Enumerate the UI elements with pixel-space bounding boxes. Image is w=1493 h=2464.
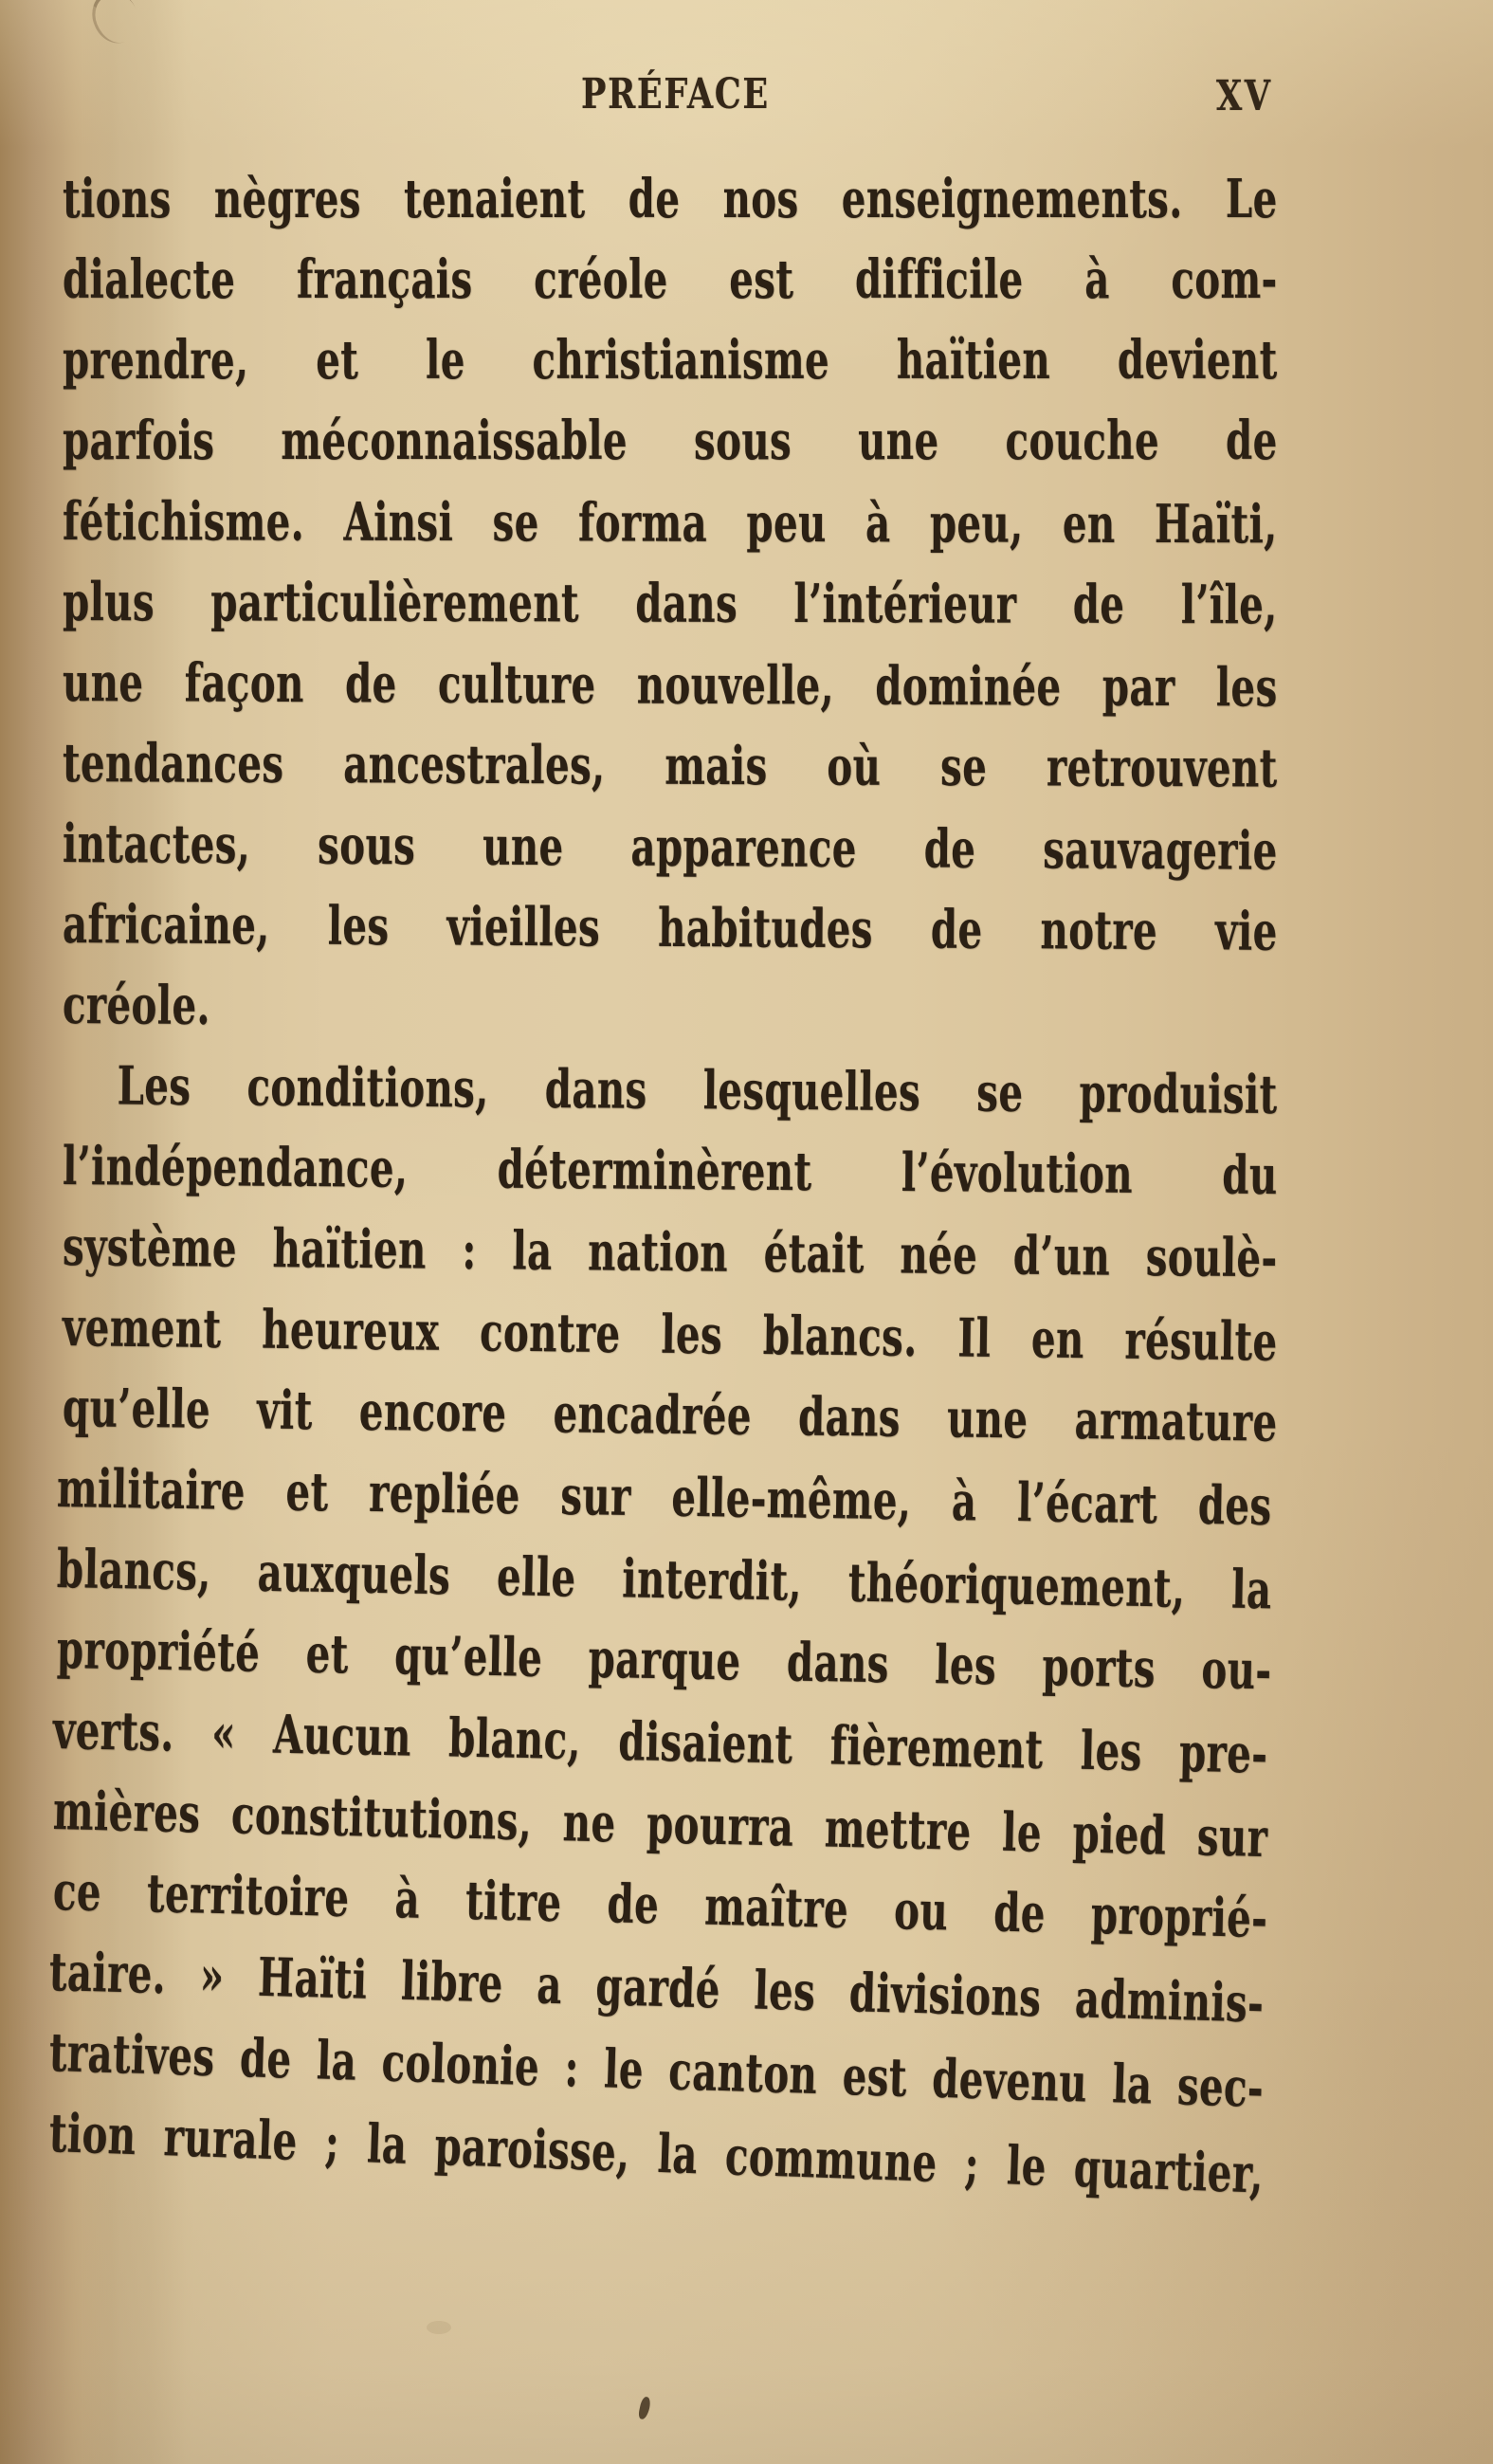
text-line: une façon de culture nouvelle, dominée par les: [62, 651, 1278, 720]
text-line: propriété et qu’elle parque dans les ports ou-: [56, 1618, 1272, 1703]
paragraph: [63, 159, 1278, 1046]
text-line: mières constitutions, ne pourra mettre le pied sur: [52, 1780, 1269, 1871]
text-line: taire. » Haïti libre a gardé les divisions adminis-: [48, 1941, 1265, 2035]
text-line: fétichisme. Ainsi se forma peu à peu, en Haïti,: [62, 490, 1278, 557]
text-line: Les conditions, dans lesquelles se produisit: [117, 1054, 1278, 1127]
text-line: créole.: [62, 974, 211, 1037]
text-line: tion rurale ; la paroisse, la commune ; le quartier,: [47, 2102, 1265, 2206]
body-text: [47, 159, 1278, 2206]
text-line: tratives de la colonie : le canton est devenu la sec-: [48, 2021, 1265, 2121]
text-line: qu’elle vit encore encadrée dans une armature: [62, 1377, 1278, 1454]
text-line: blancs, auxquels elle interdit, théoriquement, la: [56, 1538, 1272, 1622]
text-line: verts. « Aucun blanc, disaient fièrement les pre-: [52, 1699, 1269, 1786]
text-line: dialecte français créole est difficile à com-: [63, 248, 1278, 311]
text-line: prendre, et le christianisme haïtien devient: [63, 329, 1278, 392]
text-line: vement heureux contre les blancs. Il en résulte: [62, 1296, 1278, 1374]
text-line: militaire et repliée sur elle-même, à l’écart des: [56, 1457, 1272, 1539]
text-line: système haïtien : la nation était née d’un soulè-: [62, 1215, 1278, 1290]
paper-crease-mark: [84, 0, 146, 50]
text-line: tions nègres tenaient de nos enseignements. Le: [63, 168, 1278, 230]
text-line: ce territoire à titre de maître ou de proprié-: [52, 1860, 1269, 1951]
text-line: parfois méconnaissable sous une couche de: [63, 410, 1278, 472]
text-line: intactes, sous une apparence de sauvagerie: [62, 812, 1278, 883]
text-line: plus particulièrement dans l’intérieur de l’île,: [62, 571, 1278, 637]
text-line: africaine, les vieilles habitudes de notre vie: [62, 893, 1278, 963]
ink-speck: [638, 2396, 652, 2420]
page-title: PRÉFACE: [581, 70, 770, 119]
text-line: tendances ancestrales, mais où se retrouvent: [62, 732, 1278, 800]
page-number: XV: [1216, 72, 1273, 120]
text-line: l’indépendance, déterminèrent l’évolution du: [62, 1135, 1278, 1208]
paragraph: [47, 1046, 1278, 2206]
paper-smudge: [427, 2321, 451, 2334]
